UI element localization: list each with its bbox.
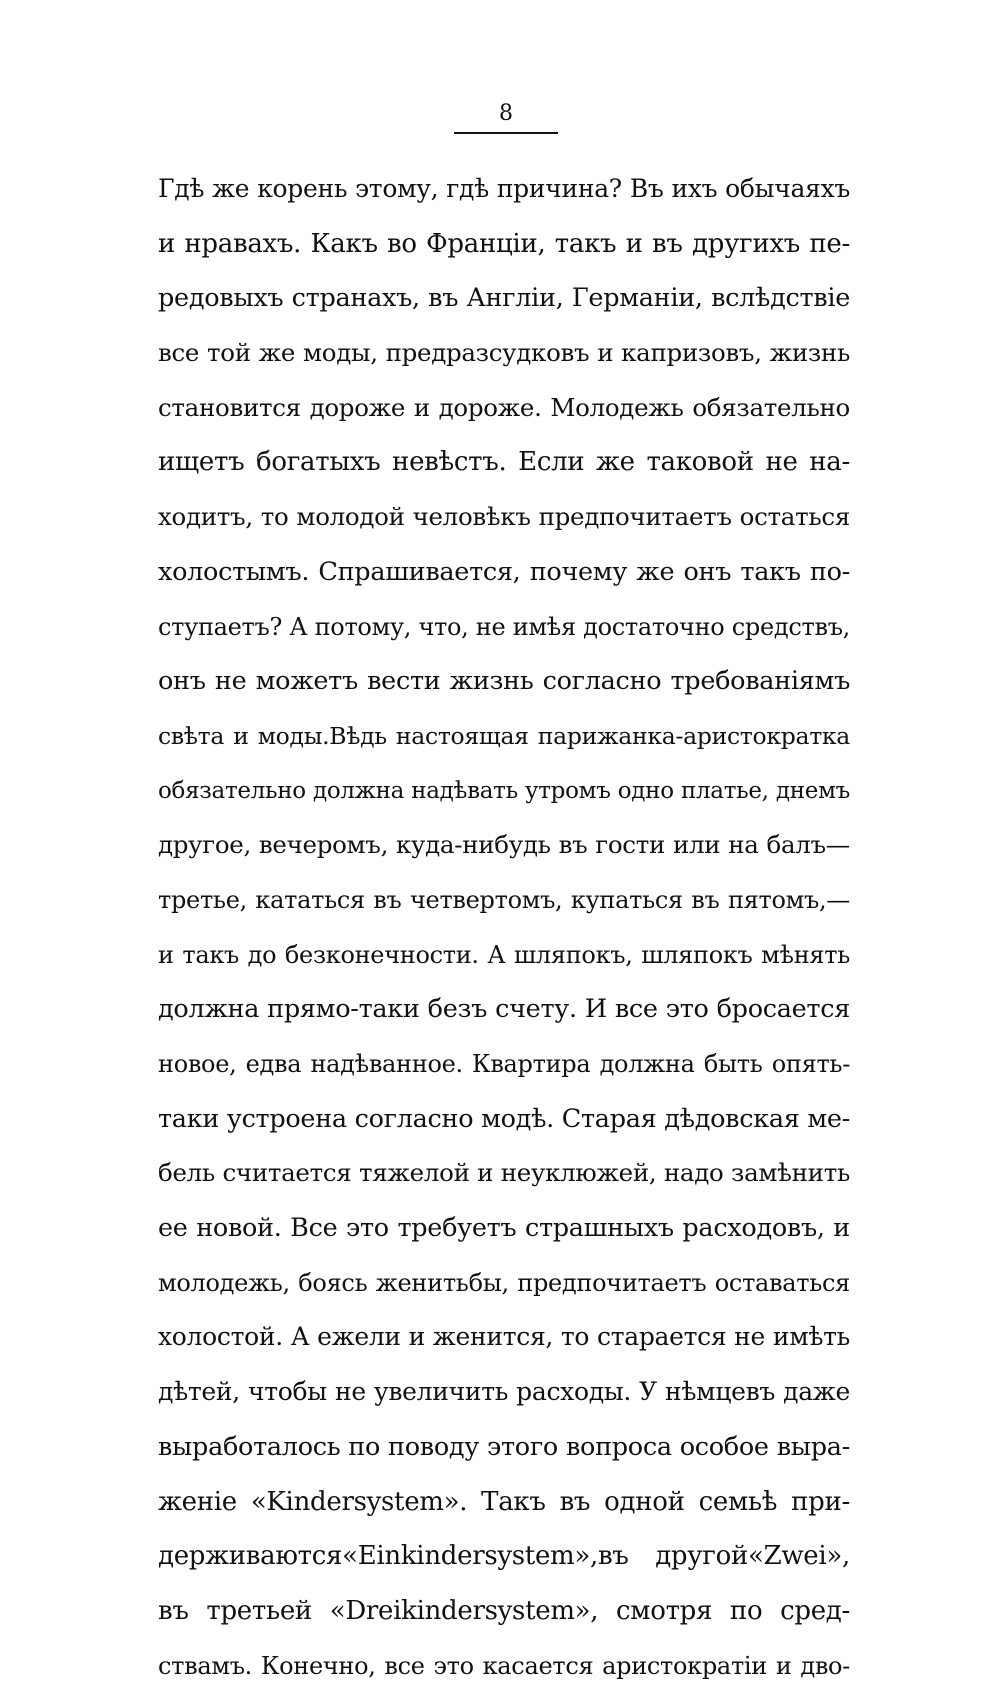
text-line: онъ не можетъ вести жизнь согласно требованіямъ xyxy=(158,666,850,697)
page-number-rule xyxy=(454,132,558,134)
text-line: ступаетъ? А потому, что, не имѣя достаточно средствъ, xyxy=(158,612,850,641)
text-line: и нравахъ. Какъ во Франціи, такъ и въ другихъ пе- xyxy=(158,228,850,259)
text-line: въ третьей «Dreikindersystem», смотря по сред- xyxy=(158,1595,850,1626)
text-line: дѣтей, чтобы не увеличить расходы. У нѣмцевъ даже xyxy=(158,1377,850,1407)
text-line: становится дороже и дороже. Молодежь обязательно xyxy=(158,392,850,422)
text-line: ствамъ. Конечно, все это касается аристократіи и дво- xyxy=(158,1651,850,1680)
text-line: и такъ до безконечности. А шляпокъ, шляпокъ мѣнять xyxy=(158,940,850,969)
text-line: ее новой. Все это требуетъ страшныхъ расходовъ, и xyxy=(158,1213,850,1244)
text-line: холостымъ. Спрашивается, почему же онъ такъ по- xyxy=(158,556,850,587)
text-line: держиваются«Einkindersystem»,въ другой«Zwei», xyxy=(158,1541,850,1572)
body-text xyxy=(158,162,850,1693)
text-line: новое, едва надѣванное. Квартира должна быть опять- xyxy=(158,1050,850,1078)
text-line: третье, кататься въ четвертомъ, купаться въ пятомъ,— xyxy=(158,885,850,914)
text-line: выработалось по поводу этого вопроса особое выра- xyxy=(158,1431,850,1462)
text-line: свѣта и моды.Вѣдь настоящая парижанка-аристократка xyxy=(158,721,850,750)
text-line: редовыхъ странахъ, въ Англіи, Германіи, вслѣдствіе xyxy=(158,283,850,314)
page-number: 8 xyxy=(499,101,513,126)
text-line: бель считается тяжелой и неуклюжей, надо замѣнить xyxy=(158,1158,850,1188)
text-line: другое, вечеромъ, куда-нибудь въ гости или на балъ— xyxy=(158,830,850,860)
text-line: ходитъ, то молодой человѣкъ предпочитаетъ остаться xyxy=(158,502,850,532)
text-line: обязательно должна надѣвать утромъ одно платье, днемъ xyxy=(158,777,850,804)
text-line: женіе «Kindersystem». Такъ въ одной семьѣ при- xyxy=(158,1486,850,1517)
text-line: молодежь, боясь женитьбы, предпочитаетъ оставаться xyxy=(158,1268,850,1297)
text-line: все той же моды, предразсудковъ и капризовъ, жизнь xyxy=(158,338,850,368)
text-line: холостой. А ежели и женится, то старается не имѣть xyxy=(158,1322,850,1352)
text-line: ищетъ богатыхъ невѣстъ. Если же таковой не на- xyxy=(158,447,850,478)
text-line: Гдѣ же корень этому, гдѣ причина? Въ ихъ обычаяхъ xyxy=(158,174,850,203)
text-line: таки устроена согласно модѣ. Старая дѣдовская ме- xyxy=(158,1103,850,1134)
text-line: должна прямо-таки безъ счету. И все это бросается xyxy=(158,994,850,1025)
